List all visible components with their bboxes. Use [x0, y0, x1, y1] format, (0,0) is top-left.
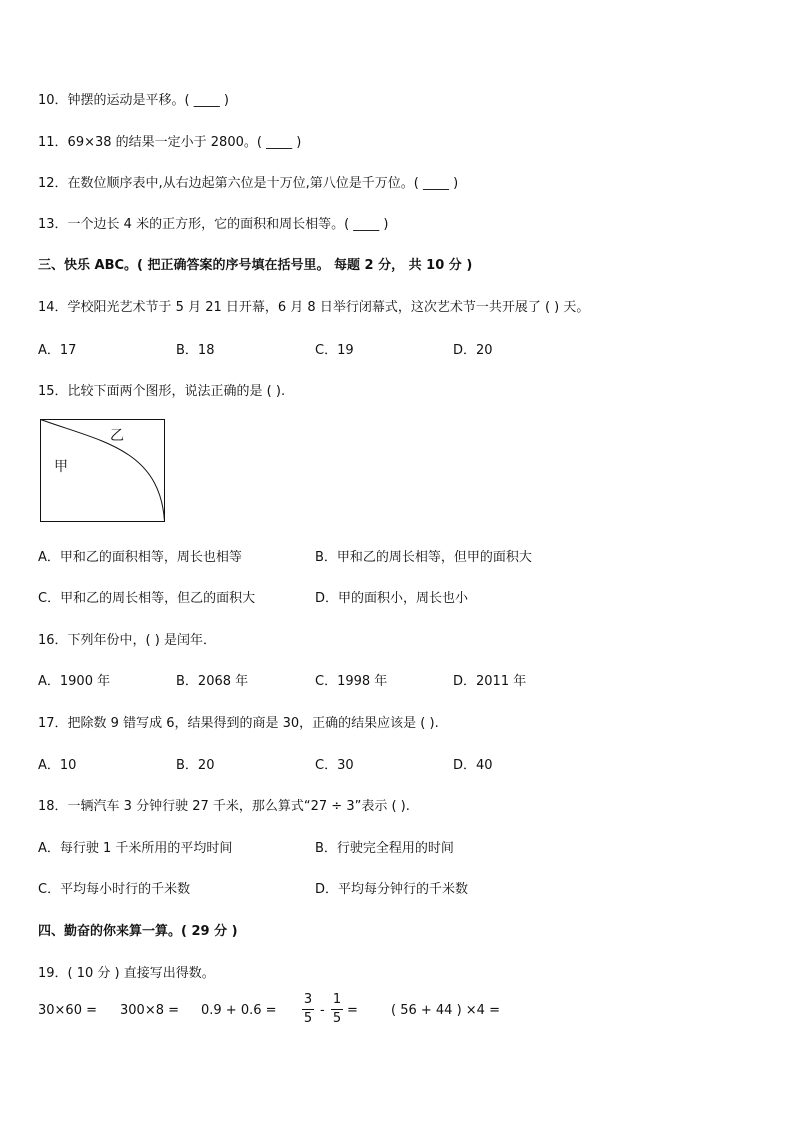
q14-option-a: A．17: [38, 343, 77, 358]
q14-option-b: B．18: [176, 343, 215, 358]
q16-option-b: B．2068 年: [176, 674, 249, 689]
fraction-numerator: 3: [303, 992, 313, 1007]
line-q14: 14．学校阳光艺术节于 5 月 21 日开幕，6 月 8 日举行闭幕式，这次艺术节一共开展了 ( ) 天。: [38, 300, 590, 315]
calc-expr-3: 0.9 + 0.6 =: [201, 1003, 277, 1018]
q15-option-c: C．甲和乙的周长相等，但乙的面积大: [38, 591, 256, 606]
fraction-1-5: [331, 992, 343, 1027]
q18-option-c: C．平均每小时行的千米数: [38, 882, 191, 897]
line-q12: 12．在数位顺序表中,从右边起第六位是十万位,第八位是千万位。( ____ ): [38, 176, 459, 191]
label-yi: 乙: [110, 428, 124, 444]
line-q18: 18．一辆汽车 3 分钟行驶 27 千米，那么算式“27 ÷ 3”表示 ( ).: [38, 799, 410, 814]
line-q11: 11．69×38 的结果一定小于 2800。( ____ ): [38, 135, 302, 150]
calc-expr-1: 30×60 =: [38, 1003, 98, 1018]
minus-sign: -: [320, 1003, 325, 1018]
q14-option-c: C．19: [315, 343, 354, 358]
line-q13: 13．一个边长 4 米的正方形，它的面积和周长相等。( ____ ): [38, 217, 389, 232]
q17-option-a: A．10: [38, 758, 77, 773]
line-q17: 17．把除数 9 错写成 6，结果得到的商是 30，正确的结果应该是 ( ).: [38, 716, 439, 731]
fraction-3-5: [302, 992, 314, 1027]
q17-option-c: C．30: [315, 758, 354, 773]
line-q19: 19．( 10 分 ) 直接写出得数。: [38, 966, 215, 981]
q14-option-d: D．20: [453, 343, 493, 358]
q18-option-b: B．行驶完全程用的时间: [315, 841, 454, 856]
q18-option-a: A．每行驶 1 千米所用的平均时间: [38, 841, 233, 856]
section-4-heading: 四、勤奋的你来算一算。( 29 分 ): [38, 924, 238, 939]
q15-option-a: A．甲和乙的面积相等，周长也相等: [38, 550, 242, 565]
q17-option-b: B．20: [176, 758, 215, 773]
q15-option-b: B．甲和乙的周长相等，但甲的面积大: [315, 550, 532, 565]
calc-expr-5: ( 56 + 44 ) ×4 =: [391, 1003, 500, 1018]
q15-figure: [40, 419, 167, 528]
fraction-bar: [331, 1009, 343, 1010]
calc-expr-2: 300×8 =: [120, 1003, 180, 1018]
q18-option-d: D．平均每分钟行的千米数: [315, 882, 469, 897]
fraction-denominator: 5: [303, 1011, 313, 1026]
q16-option-d: D．2011 年: [453, 674, 527, 689]
q16-option-c: C．1998 年: [315, 674, 388, 689]
q15-option-d: D．甲的面积小，周长也小: [315, 591, 469, 606]
section-3-heading: 三、快乐 ABC。( 把正确答案的序号填在括号里。 每题 2 分， 共 10 分 ): [38, 258, 473, 273]
line-q15: 15．比较下面两个图形，说法正确的是 ( ).: [38, 384, 286, 399]
label-jia: 甲: [54, 459, 68, 475]
q16-option-a: A．1900 年: [38, 674, 111, 689]
line-q10: 10．钟摆的运动是平移。( ____ ): [38, 93, 229, 108]
line-q16: 16．下列年份中，( ) 是闰年．: [38, 633, 216, 648]
shape-diagram: [40, 419, 167, 524]
fraction-denominator: 5: [332, 1011, 342, 1026]
fraction-bar: [302, 1009, 314, 1010]
equals-sign: =: [347, 1003, 358, 1018]
fraction-numerator: 1: [332, 992, 342, 1007]
q17-option-d: D．40: [453, 758, 493, 773]
